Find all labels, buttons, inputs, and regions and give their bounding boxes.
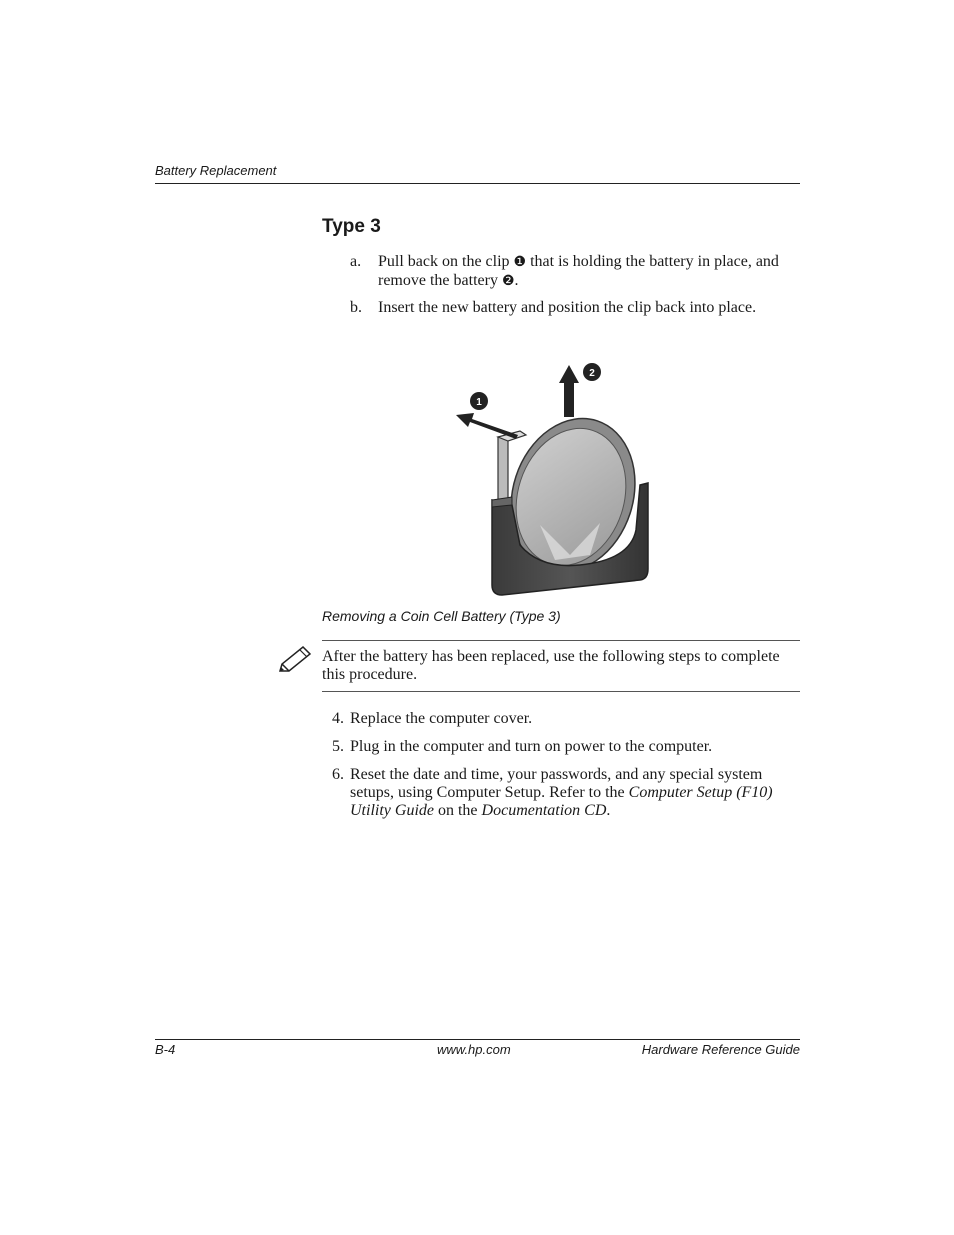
footer-rule — [155, 1039, 800, 1040]
callout-2-glyph: ❷ — [501, 274, 515, 289]
section-title: Type 3 — [322, 216, 381, 237]
pencil-icon — [277, 644, 313, 676]
step-marker: a. — [350, 253, 362, 270]
callout-2 — [583, 363, 601, 381]
step-b — [350, 299, 810, 319]
header-rule — [155, 183, 800, 184]
step-text — [350, 766, 800, 820]
callout-1 — [470, 392, 488, 410]
step-text-part: . — [606, 802, 611, 819]
figure-caption: Removing a Coin Cell Battery (Type 3) — [322, 608, 561, 624]
step-text-part: on the — [433, 802, 482, 819]
note-rule-bottom — [322, 691, 800, 692]
step-4 — [332, 710, 802, 730]
callout-1-glyph: ❶ — [513, 255, 527, 270]
step-text-part: that is holding the battery in place, and remove the battery — [378, 253, 779, 289]
battery-figure — [440, 355, 670, 605]
callout-1-label: 1 — [476, 397, 482, 408]
page-number: B-4 — [155, 1042, 176, 1057]
step-text-part: Reset the date and time, your passwords, and any special system setups, using Computer Setup. Refer to the — [350, 766, 763, 801]
arrow-lift-battery — [559, 365, 579, 417]
step-text-part: . — [514, 272, 519, 289]
guide-title: Computer Setup (F10) Utility Guide — [350, 784, 773, 819]
footer-title: Hardware Reference Guide — [641, 1042, 800, 1057]
note-text: After the battery has been replaced, use the following steps to complete this procedure. — [322, 648, 780, 683]
cd-title: Documentation CD — [481, 802, 607, 819]
step-marker: 6. — [332, 766, 344, 783]
note-rule-top — [322, 640, 800, 641]
step-marker: 4. — [332, 710, 344, 727]
footer-url: www.hp.com — [437, 1042, 511, 1057]
step-text: Plug in the computer and turn on power to the computer. — [350, 738, 713, 755]
arrow-pull-clip — [456, 413, 518, 439]
step-marker: 5. — [332, 738, 344, 755]
step-text: Insert the new battery and position the clip back into place. — [378, 299, 757, 316]
step-6 — [332, 766, 802, 826]
step-text: Replace the computer cover. — [350, 710, 533, 727]
step-marker: b. — [350, 299, 362, 316]
callout-2-label: 2 — [589, 368, 595, 379]
step-a — [350, 253, 810, 293]
running-head: Battery Replacement — [155, 163, 277, 178]
step-text — [378, 253, 798, 291]
step-text-part: Pull back on the clip — [378, 253, 514, 270]
step-5 — [332, 738, 802, 758]
